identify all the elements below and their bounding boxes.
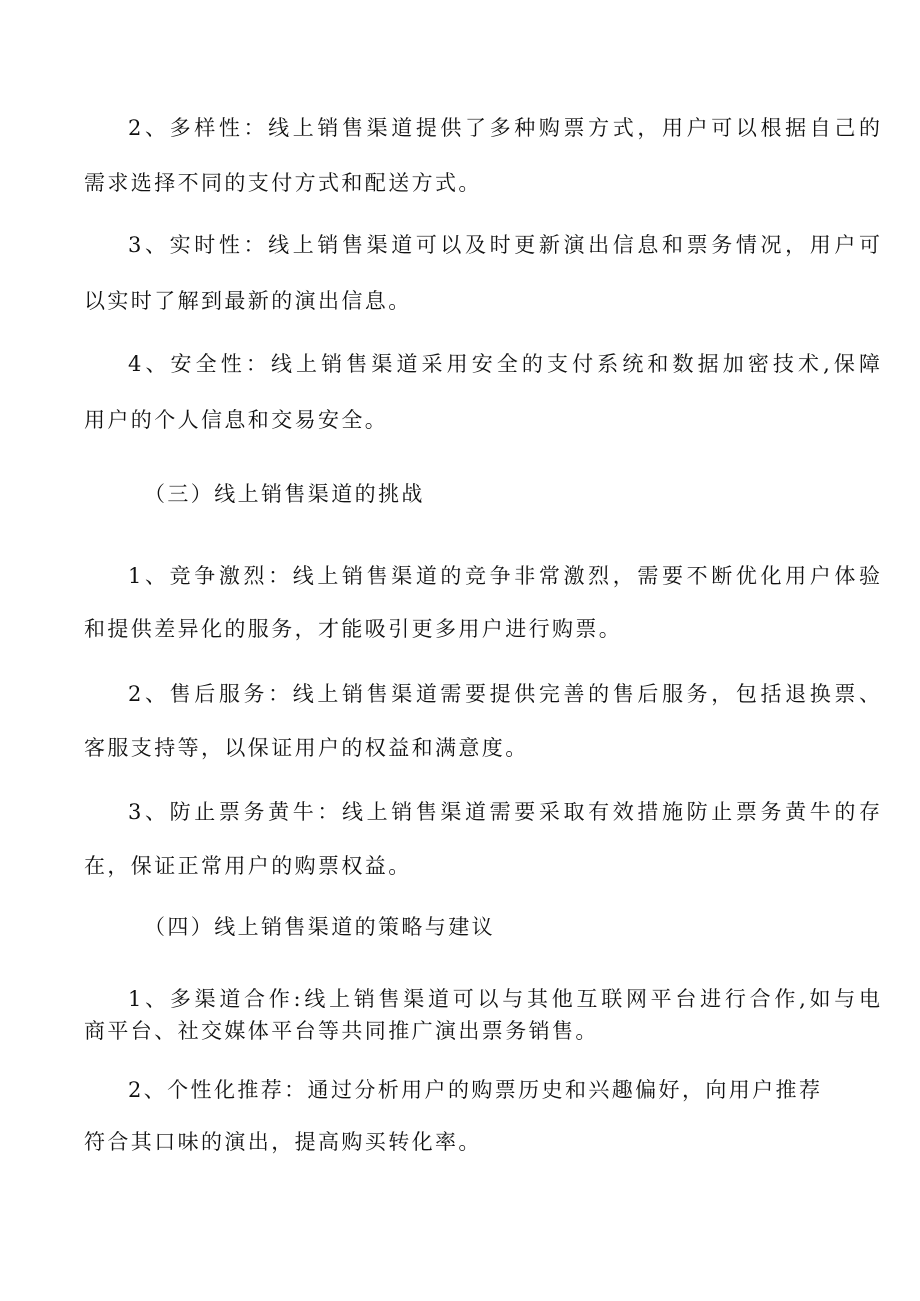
paragraph-line: 符合其口味的演出，提高购买转化率。 [84,1130,482,1154]
paragraph-line: 在，保证正常用户的购票权益。 [84,854,412,878]
section-heading: （四）线上销售渠道的策略与建议 [144,915,495,939]
paragraph-line: 和提供差异化的服务，才能吸引更多用户进行购票。 [84,617,623,641]
paragraph-line: 3、实时性：线上销售渠道可以及时更新演出信息和票务情况，用户可 [128,233,880,257]
paragraph-line: 2、售后服务：线上销售渠道需要提供完善的售后服务，包括退换票、 [128,682,880,706]
paragraph-line: 商平台、社交媒体平台等共同推广演出票务销售。 [84,1019,599,1043]
paragraph-line: 1、竞争激烈：线上销售渠道的竞争非常激烈，需要不断优化用户体验 [128,564,880,588]
paragraph-line: 需求选择不同的支付方式和配送方式。 [84,171,482,195]
paragraph-line: 用户的个人信息和交易安全。 [84,408,389,432]
paragraph-line: 客服支持等，以保证用户的权益和满意度。 [84,736,529,760]
paragraph-line: 以实时了解到最新的演出信息。 [84,289,412,313]
paragraph-line: 4、安全性：线上销售渠道采用安全的支付系统和数据加密技术,保障 [128,352,880,376]
paragraph-line: 2、个性化推荐：通过分析用户的购票历史和兴趣偏好，向用户推荐 [128,1078,823,1102]
paragraph-line: 2、多样性：线上销售渠道提供了多种购票方式，用户可以根据自己的 [128,116,880,140]
section-heading: （三）线上销售渠道的挑战 [144,482,425,506]
paragraph-line: 3、防止票务黄牛：线上销售渠道需要采取有效措施防止票务黄牛的存 [128,800,880,824]
paragraph-line: 1、多渠道合作:线上销售渠道可以与其他互联网平台进行合作,如与电 [128,987,880,1011]
